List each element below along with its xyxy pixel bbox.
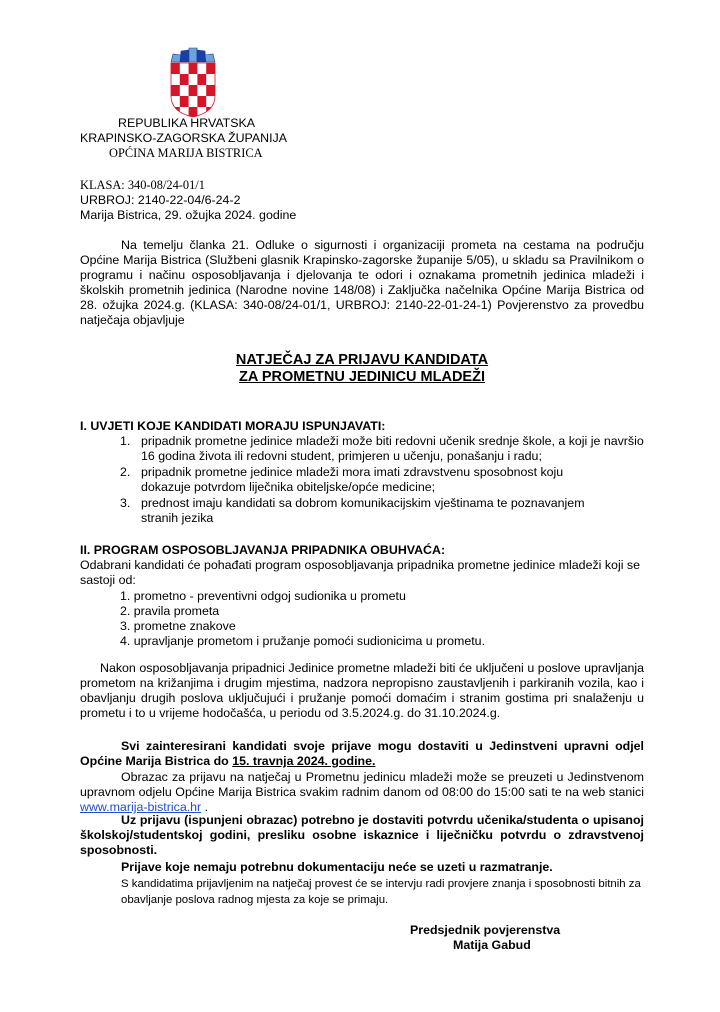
urbroj-line: URBROJ: 2140-22-04/6-24-2: [80, 193, 241, 207]
section2-item-2: 2. pravila prometa: [120, 604, 220, 618]
section2-item-4: 4. upravljanje prometom i pružanje pomoći sudionicima u prometu.: [120, 634, 486, 648]
form-availability-text: Obrazac za prijavu na natječaj u Prometnu jedinicu mladeži može se preuzeti u Jedinstvenom upravnom odjelu Općine Marija Bistrica svakim radnim danom od 08:00 do 15:00 sati te na web stanici: [80, 770, 644, 799]
section1-item-1-number: 1.: [120, 434, 131, 448]
header-country: REPUBLIKA HRVATSKA: [118, 116, 256, 130]
section1-item-2-number: 2.: [120, 465, 131, 479]
croatian-coat-of-arms-icon: [168, 42, 218, 118]
body-paragraph-duties: Nakon osposobljavanja pripadnici Jedinice prometne mladeži biti će uključeni u poslove upravljanja prometom na križanjima i drugim mjestima, nadzora nepropisno zaustavljenih i parkiranih vozila, kao i obavljanju drugih poslova uključujući i pružanje pomoći domaćim i stranim gostima pri snalaženju u prometu i to u vrijeme hodočašća, u periodu od 3.5.2024.g. do 31.10.2024.g.: [80, 661, 644, 720]
body-paragraph-incomplete: Prijave koje nemaju potrebnu dokumentaciju neće se uzeti u razmatranje.: [121, 860, 553, 874]
body-paragraph-deadline: [80, 739, 644, 769]
section1-item-2-text: pripadnik prometne jedinice mladeži mora imati zdravstvenu sposobnost koju dokazuje potvrdom liječnika obiteljske/opće medicine;: [141, 465, 564, 494]
header-county: KRAPINSKO-ZAGORSKA ŽUPANIJA: [80, 131, 288, 145]
section1-item-1-text: pripadnik prometne jedinice mladeži može biti redovni učenik srednje škole, a koji je navršio 16 godina života ili redovni student, primjeren u učenju, ponašanju i radu;: [141, 434, 644, 463]
section1-item-3-number: 3.: [120, 496, 131, 510]
intro-paragraph: Na temelju članka 21. Odluke o sigurnosti i organizaciji prometa na cestama na području Općine Marija Bistrica (Službeni glasnik Krapinsko-zagorske županije 5/05), u skladu sa Pravilnikom o programu i načinu osposobljavanja i djelovanja te odori i oznakama prometnih jedinica mladeži i školskih prometnih jedinica (Narodne novine 148/08) i Zaključka načelnika Općine Marija Bistrica od 28. ožujka 2024.g. (KLASA: 340-08/24-01/1, URBROJ: 2140-22-01-24-1) Povjerenstvo za provedbu natječaja objavljuje: [80, 238, 644, 327]
signature-name: Matija Gabud: [453, 938, 531, 952]
section2-intro: Odabrani kandidati će pohađati program osposobljavanja pripadnika prometne jedinice mladeži koji se sastoji od:: [80, 558, 640, 587]
section1-item-3-text: prednost imaju kandidati sa dobrom komunikacijskim vještinama te poznavanjem stranih jezika: [141, 496, 585, 525]
notice-title-line1: NATJEČAJ ZA PRIJAVU KANDIDATA: [235, 352, 489, 368]
body-paragraph-form: [80, 770, 644, 815]
body-paragraph-documents: Uz prijavu (ispunjeni obrazac) potrebno je dostaviti potvrdu učenika/studenta o upisanoj školskoj/studentskoj godini, presliku osobne iskaznice i liječničku potvrdu o zdravstvenoj sposobnosti.: [80, 813, 644, 857]
form-availability-end: .: [201, 800, 209, 814]
deadline-lead-text: Svi zainteresirani kandidati svoje prijave mogu dostaviti u Jedinstveni upravni odjel Općine Marija Bistrica do: [80, 739, 644, 768]
section2-item-3: 3. prometne znakove: [120, 619, 236, 633]
deadline-date: 15. travnja 2024. godine.: [232, 754, 376, 768]
place-date-line: Marija Bistrica, 29. ožujka 2024. godine: [80, 208, 297, 222]
klasa-line: KLASA: 340-08/24-01/1: [80, 178, 205, 192]
body-paragraph-interview: [121, 876, 661, 908]
section1-heading: I. UVJETI KOJE KANDIDATI MORAJU ISPUNJAVATI:: [80, 419, 386, 433]
notice-title-line2: ZA PROMETNU JEDINICU MLADEŽI: [239, 369, 485, 385]
header-municipality: OPĆINA MARIJA BISTRICA: [109, 146, 263, 160]
website-link[interactable]: www.marija-bistrica.hr: [80, 800, 202, 814]
section2-heading: II. PROGRAM OSPOSOBLJAVANJA PRIPADNIKA OBUHVAĆA:: [80, 543, 446, 557]
section2-item-1: 1. prometno - preventivni odgoj sudionika u prometu: [120, 589, 406, 603]
interview-text: S kandidatima prijavljenim na natječaj provest će se intervju radi provjere znanja i sposobnosti bitnih za obavljanje poslova radnog mjesta za koje se primaju.: [121, 878, 641, 906]
signature-role: Predsjednik povjerenstva: [410, 923, 561, 937]
